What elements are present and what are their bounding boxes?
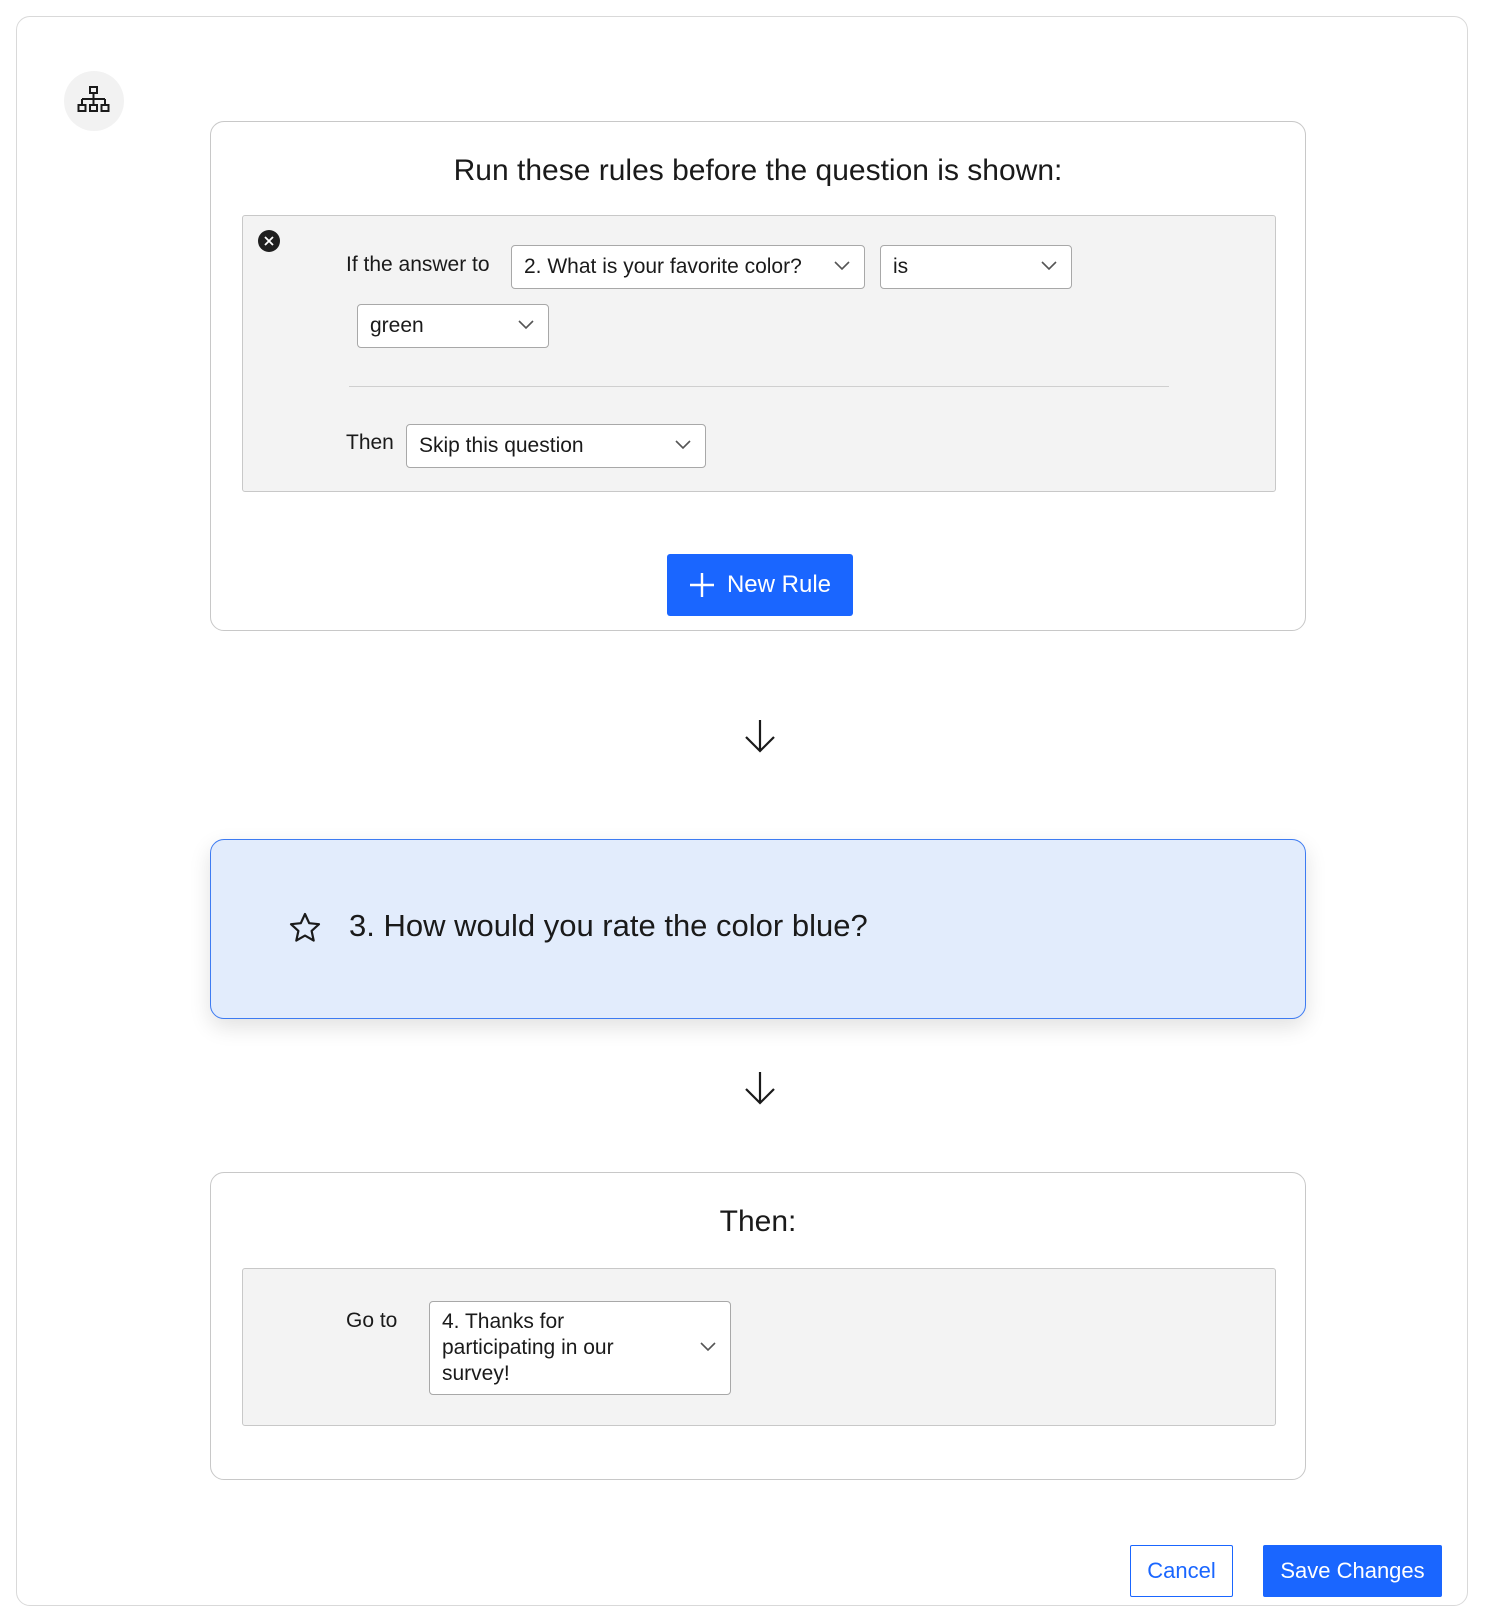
- question-title: 3. How would you rate the color blue?: [349, 908, 868, 943]
- chevron-down-icon: [834, 261, 850, 271]
- rule-card: [242, 215, 1276, 492]
- current-question-card[interactable]: [210, 839, 1306, 1019]
- chevron-down-icon: [518, 320, 534, 330]
- close-icon: [264, 236, 274, 246]
- pre-rules-panel: [210, 121, 1306, 631]
- goto-rule-card: [242, 1268, 1276, 1426]
- chevron-down-icon: [675, 440, 691, 450]
- plus-icon: [689, 572, 715, 598]
- then-label: Then: [346, 431, 394, 454]
- pre-rules-title: Run these rules before the question is shown:: [453, 154, 1063, 187]
- cancel-button[interactable]: Cancel: [1130, 1545, 1233, 1597]
- new-rule-button[interactable]: [667, 554, 853, 616]
- remove-rule-button[interactable]: [258, 230, 280, 252]
- if-answer-label: If the answer to: [346, 253, 490, 276]
- star-icon: [289, 912, 321, 944]
- chevron-down-icon: [1041, 261, 1057, 271]
- sitemap-icon: [77, 86, 111, 116]
- arrow-down-icon: [744, 1071, 776, 1105]
- post-rules-panel: [210, 1172, 1306, 1480]
- action-select[interactable]: Skip this question: [406, 424, 706, 468]
- logic-editor-card: [16, 16, 1468, 1606]
- post-rules-title: Then:: [719, 1205, 797, 1238]
- rule-divider: [349, 386, 1169, 387]
- chevron-down-icon: [700, 1342, 716, 1352]
- question-select[interactable]: 2. What is your favorite color?: [511, 245, 865, 289]
- arrow-down-icon: [744, 719, 776, 753]
- goto-label: Go to: [346, 1309, 398, 1332]
- new-rule-label: New Rule: [726, 571, 832, 598]
- value-select[interactable]: green: [357, 304, 549, 348]
- goto-select[interactable]: 4. Thanks for participating in our survey!: [429, 1301, 731, 1395]
- logic-badge: [64, 71, 124, 131]
- save-changes-button[interactable]: Save Changes: [1263, 1545, 1442, 1597]
- operator-select[interactable]: is: [880, 245, 1072, 289]
